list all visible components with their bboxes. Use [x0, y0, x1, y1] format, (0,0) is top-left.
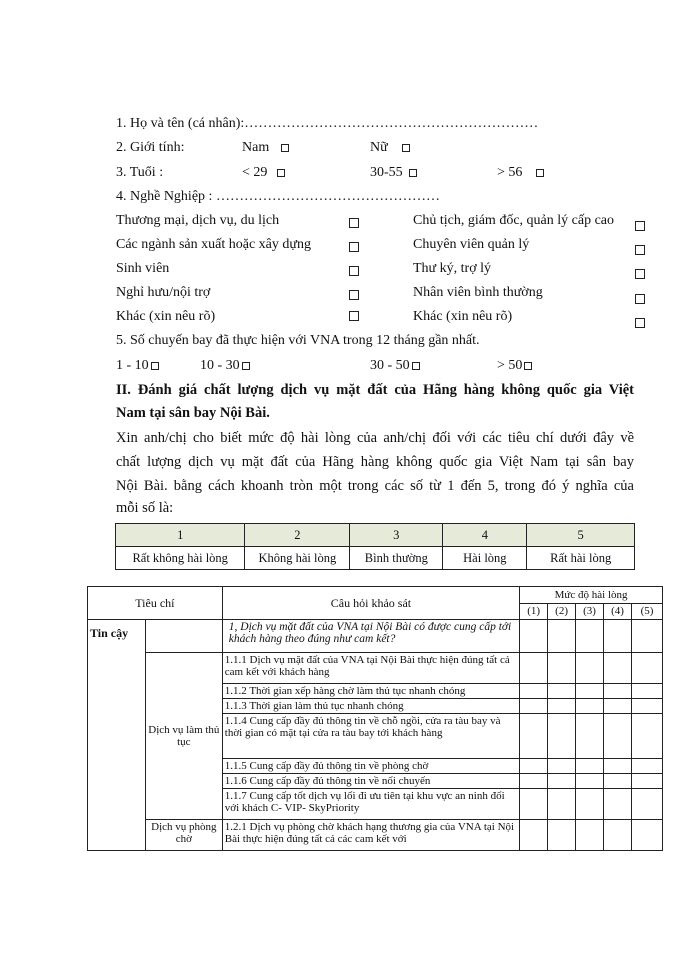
age-option-2-label: 30-55 [370, 165, 403, 180]
rating-cell[interactable] [576, 789, 604, 820]
scale-label: Bình thường [350, 547, 443, 570]
checkbox-icon[interactable] [524, 362, 532, 370]
gender-female-option[interactable] [370, 139, 410, 157]
rating-cell[interactable] [631, 774, 662, 789]
occupation-right-2-checkbox[interactable] [635, 245, 645, 255]
occupation-right-1-checkbox[interactable] [635, 221, 645, 231]
rating-cell[interactable] [548, 684, 576, 699]
level-header: (2) [548, 603, 576, 620]
checkbox-icon[interactable] [409, 169, 417, 177]
occupation-left-2-checkbox[interactable] [349, 242, 359, 252]
survey-item: 1.1.1 Dịch vụ mặt đất của VNA tại Nội Bài thực hiện đúng tất cả cam kết với khách hàng [222, 653, 519, 684]
flights-option-4[interactable] [497, 357, 532, 375]
scale-number: 4 [443, 524, 527, 547]
rating-cell[interactable] [604, 789, 632, 820]
level-header: (4) [604, 603, 632, 620]
question-1 [116, 115, 538, 133]
rating-cell[interactable] [631, 620, 662, 653]
occupation-left-2: Các ngành sản xuất hoặc xây dựng [116, 237, 311, 252]
scale-number: 5 [527, 524, 635, 547]
flights-option-4-label: > 50 [497, 358, 523, 373]
scale-label: Không hài lòng [245, 547, 350, 570]
rating-cell[interactable] [604, 759, 632, 774]
scale-label: Hài lòng [443, 547, 527, 570]
rating-cell[interactable] [520, 620, 548, 653]
occupation-right-3: Thư ký, trợ lý [413, 261, 491, 276]
checkbox-icon[interactable] [242, 362, 250, 370]
intro-line-1: Xin anh/chị cho biết mức độ hài lòng của anh/chị đối với các tiêu chí dưới đây về [116, 430, 634, 446]
intro-line-4: mỗi số là: [116, 500, 174, 516]
occupation-left-1: Thương mại, dịch vụ, du lịch [116, 213, 280, 228]
question-1-label: 1. Họ và tên (cá nhân): [116, 116, 245, 131]
occupation-right-4-checkbox[interactable] [635, 294, 645, 304]
rating-cell[interactable] [576, 684, 604, 699]
question-4 [116, 188, 440, 206]
occupation-right-4: Nhân viên bình thường [413, 285, 543, 300]
question-3-label: 3. Tuổi : [116, 165, 164, 180]
rating-cell[interactable] [576, 653, 604, 684]
occupation-answer-line[interactable]: ………………………………………… [215, 189, 440, 204]
rating-cell[interactable] [520, 774, 548, 789]
rating-cell[interactable] [548, 714, 576, 759]
header-question: Câu hỏi khảo sát [222, 587, 519, 620]
occupation-right-5-checkbox[interactable] [635, 318, 645, 328]
age-option-1[interactable] [242, 164, 285, 182]
checkbox-icon[interactable] [402, 144, 410, 152]
occupation-right-5: Khác (xin nêu rõ) [413, 309, 513, 324]
rating-cell[interactable] [548, 620, 576, 653]
occupation-right-3-checkbox[interactable] [635, 269, 645, 279]
occupation-left-3: Sinh viên [116, 261, 170, 276]
name-answer-line[interactable]: ……………………………………………………… [244, 116, 539, 131]
occupation-left-3-checkbox[interactable] [349, 266, 359, 276]
rating-cell[interactable] [631, 684, 662, 699]
age-option-3[interactable] [497, 164, 544, 182]
occupation-right-1: Chủ tịch, giám đốc, quản lý cấp cao [413, 213, 614, 228]
main-question: 1, Dịch vụ mặt đất của VNA tại Nội Bài có được cung cấp tới khách hàng theo đúng như cam kết? [222, 620, 519, 653]
intro-line-3: Nội Bài. bằng cách khoanh tròn một trong các số từ 1 đến 5, trong đó ý nghĩa của [116, 478, 634, 494]
rating-cell[interactable] [631, 653, 662, 684]
survey-item: 1.2.1 Dịch vụ phòng chờ khách hạng thương gia của VNA tại Nội Bài thực hiện đúng tất cả các cam kết với [222, 820, 519, 851]
checkbox-icon[interactable] [281, 144, 289, 152]
rating-cell[interactable] [548, 699, 576, 714]
gender-male-option[interactable] [242, 139, 289, 157]
rating-cell[interactable] [548, 774, 576, 789]
age-option-1-label: < 29 [242, 165, 268, 180]
checkbox-icon[interactable] [412, 362, 420, 370]
survey-item: 1.1.4 Cung cấp đầy đủ thông tin về chỗ ngồi, cửa ra tàu bay và thời gian có mặt tại cửa ra tàu bay tới khách hàng [222, 714, 519, 759]
checkbox-icon[interactable] [277, 169, 285, 177]
scale-label: Rất hài lòng [527, 547, 635, 570]
occupation-left-5-checkbox[interactable] [349, 311, 359, 321]
flights-option-2[interactable] [200, 357, 250, 375]
rating-cell[interactable] [576, 759, 604, 774]
rating-cell[interactable] [520, 653, 548, 684]
gender-female-label: Nữ [370, 140, 388, 155]
scale-label: Rất không hài lòng [116, 547, 245, 570]
flights-option-3[interactable] [370, 357, 420, 375]
gender-male-label: Nam [242, 140, 270, 155]
scale-number: 3 [350, 524, 443, 547]
rating-cell[interactable] [604, 714, 632, 759]
rating-cell[interactable] [548, 653, 576, 684]
rating-cell[interactable] [548, 789, 576, 820]
survey-item: 1.1.6 Cung cấp đầy đủ thông tin về nối chuyến [222, 774, 519, 789]
rating-cell[interactable] [520, 789, 548, 820]
header-criteria: Tiêu chí [88, 587, 223, 620]
rating-cell[interactable] [548, 820, 576, 851]
flights-option-1[interactable] [116, 357, 159, 375]
occupation-left-1-checkbox[interactable] [349, 218, 359, 228]
level-header: (3) [576, 603, 604, 620]
occupation-left-5: Khác (xin nêu rõ) [116, 309, 216, 324]
scale-number: 2 [245, 524, 350, 547]
survey-item: 1.1.3 Thời gian làm thủ tục nhanh chóng [222, 699, 519, 714]
section-2-heading-line-2: Nam tại sân bay Nội Bài. [116, 405, 270, 421]
rating-cell[interactable] [631, 759, 662, 774]
level-header: (5) [631, 603, 662, 620]
rating-cell[interactable] [576, 714, 604, 759]
rating-cell[interactable] [604, 774, 632, 789]
empty-cell [145, 620, 222, 653]
scale-number: 1 [116, 524, 245, 547]
rating-cell[interactable] [631, 699, 662, 714]
header-satisfaction-level: Mức độ hài lòng [520, 587, 663, 604]
flights-option-2-label: 10 - 30 [200, 358, 240, 373]
checkbox-icon[interactable] [536, 169, 544, 177]
checkbox-icon[interactable] [151, 362, 159, 370]
section-2-heading-line-1: II. Đánh giá chất lượng dịch vụ mặt đất của Hãng hàng không quốc gia Việt [116, 382, 634, 398]
flights-option-1-label: 1 - 10 [116, 358, 149, 373]
survey-table [87, 586, 663, 851]
age-option-2[interactable] [370, 164, 417, 182]
rating-cell[interactable] [604, 699, 632, 714]
rating-cell[interactable] [520, 714, 548, 759]
rating-cell[interactable] [520, 820, 548, 851]
rating-cell[interactable] [604, 684, 632, 699]
rating-cell[interactable] [576, 699, 604, 714]
rating-cell[interactable] [631, 820, 662, 851]
rating-cell[interactable] [548, 759, 576, 774]
rating-cell[interactable] [604, 653, 632, 684]
rating-cell[interactable] [576, 820, 604, 851]
sub-criteria-checkin: Dịch vụ làm thủ tục [145, 653, 222, 820]
occupation-left-4-checkbox[interactable] [349, 290, 359, 300]
survey-item: 1.1.7 Cung cấp tốt dịch vụ lối đi ưu tiên tại khu vực an ninh đối với khách C- VIP- SkyPriority [222, 789, 519, 820]
intro-line-2: chất lượng dịch vụ mặt đất của Hãng hàng không quốc gia Việt Nam tại sân bay [116, 454, 634, 470]
level-header: (1) [520, 603, 548, 620]
question-2-label: 2. Giới tính: [116, 140, 185, 155]
survey-item: 1.1.5 Cung cấp đầy đủ thông tin về phòng chờ [222, 759, 519, 774]
occupation-left-4: Nghỉ hưu/nội trợ [116, 285, 211, 300]
question-5-label: 5. Số chuyến bay đã thực hiện với VNA trong 12 tháng gần nhất. [116, 333, 480, 348]
rating-scale-table [115, 523, 635, 570]
occupation-right-2: Chuyên viên quản lý [413, 237, 530, 252]
sub-criteria-lounge: Dịch vụ phòng chờ [145, 820, 222, 851]
rating-cell[interactable] [631, 789, 662, 820]
age-option-3-label: > 56 [497, 165, 523, 180]
flights-option-3-label: 30 - 50 [370, 358, 410, 373]
rating-cell[interactable] [576, 774, 604, 789]
rating-cell[interactable] [604, 620, 632, 653]
rating-cell[interactable] [520, 699, 548, 714]
rating-cell[interactable] [631, 714, 662, 759]
survey-item: 1.1.2 Thời gian xếp hàng chờ làm thủ tục nhanh chóng [222, 684, 519, 699]
question-4-label: 4. Nghề Nghiệp : [116, 189, 213, 204]
rating-cell[interactable] [604, 820, 632, 851]
rating-cell[interactable] [520, 684, 548, 699]
rating-cell[interactable] [520, 759, 548, 774]
group-reliability: Tin cậy [88, 620, 146, 851]
rating-cell[interactable] [576, 620, 604, 653]
